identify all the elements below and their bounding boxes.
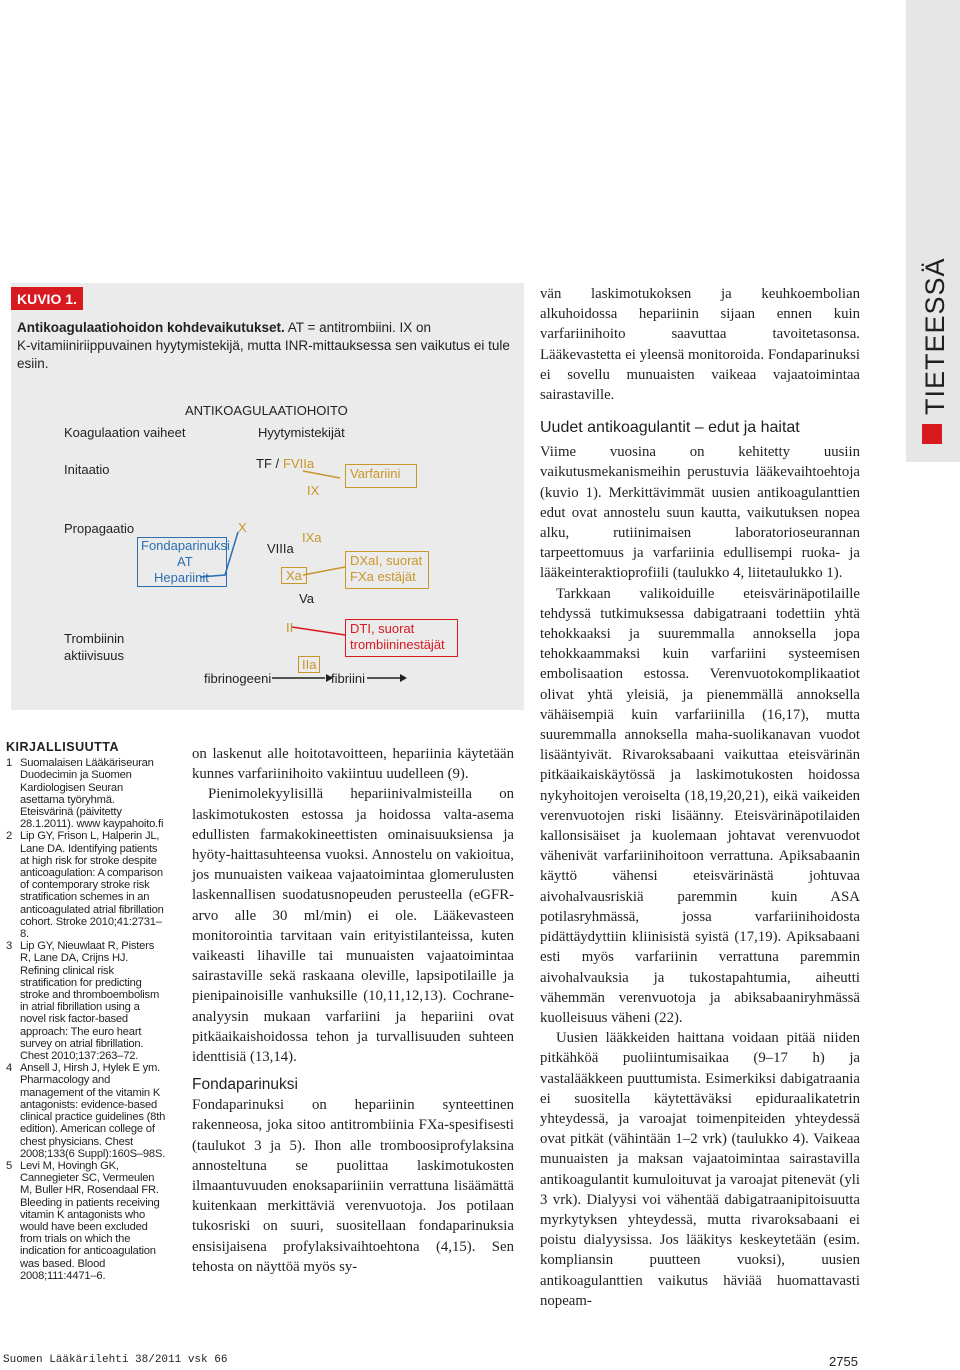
arrow-fibriini-head — [400, 674, 407, 682]
section-tab-label: TIETEESSÄ — [920, 257, 950, 415]
middle-column — [192, 744, 514, 1277]
factor-fviia: FVIIa — [283, 456, 315, 471]
drug-at: AT — [177, 554, 193, 569]
footer-journal: Suomen Lääkärilehti 38/2011 vsk 66 — [3, 1354, 228, 1366]
drug-varfariini: Varfariini — [345, 464, 417, 488]
phase-trombiini-1: Trombiinin — [64, 631, 125, 646]
mid-paragraph-3: Fondaparinuksi on hepariinin synteettinen rakenneosa, joka sitoo antitrombiinia FXa-spesifisesti (taulukot 3 ja 5). Ihon alle tromboosiprofylaksina annosteltuna se puolittaa laskimotukosten ilmaantuvuuden enoksapariiniin verrattuna lisäämättä kuitenkaan merkittäviä verenvuotoja. Jos potilaan tukosriski on suuri, suositellaan fondaparinuksia ensisijaisena profylaksivaihtoehtona (4,15). Sen tehosta on näyttöä myös sy- — [192, 1097, 514, 1275]
diagram-header-vaiheet: Koagulaation vaiheet — [64, 425, 186, 440]
factor-ix: IX — [307, 483, 320, 498]
factor-fibriini: fibriini — [331, 671, 365, 686]
factor-tf: TF / — [256, 456, 280, 471]
drug-dti-2: trombiininestäjät — [350, 637, 445, 652]
figure-caption-bold: Antikoagulaatiohoidon kohdevaikutukset. — [17, 320, 285, 335]
right-paragraph-4: Uusien lääkkeiden haittana voidaan pitää niiden pitkähköä puoliintumisaikaa (9–17 h) ja vastalääkkeen puuttumista. Esimerkiksi dabigatraania ei suositella käytettäväksi epiduraalikatetrin yhteydessä, ja varoajat toimenpiteiden yhteydessä ovat pitkät (vähintään 1–2 vrk) (taulukko 4). Vaikeaa munuaisten ja maksan vajaatoimintaa sairastavilla antikoagulantit kumuloituvat ja varoajat pitenevät (yli 3 vrk). Dialyysi voi vähentää dabigatraanipitoisuutta myrkytyksen yhteydessä, mutta rivaroksabaani ei poistu dialyysissa. Jos lääkitys keskeytetään (esim. kompliansin puutteen vuoksi), uusien antikoagulanttien vaikutus häviää huomattavasti nopeam- — [540, 1030, 860, 1309]
factor-iia: IIa — [298, 656, 320, 673]
factor-va: Va — [299, 591, 314, 606]
right-heading: Uudet antikoagulantit – edut ja haitat — [540, 419, 800, 437]
factor-fibrinogeeni: fibrinogeeni — [204, 671, 272, 686]
factor-ii: II — [286, 620, 294, 635]
factor-xa: Xa — [281, 567, 307, 584]
right-column — [540, 284, 860, 1311]
figure-caption-rest: AT = antitrombiini. IX on — [284, 320, 431, 335]
connector-dti — [292, 627, 345, 635]
reference-item: 3 Lip GY, Nieuwlaat R, Pisters R, Lane DA, Crijns HJ. Refining clinical risk stratification for predicting stroke and thromboembolism in atrial fibrillation using a novel risk factor-based approach: The euro heart survey on atrial fibrillation. Chest 2010;137:263–72. — [6, 940, 160, 1063]
reference-item: 1 Suomalaisen Lääkäriseuran Duodecimin ja Suomen Kardiologisen Seuran asettama työryhmä. Eteisvärinä (päivitetty 28.1.2011). www kaypahoito.fi — [6, 757, 164, 831]
drug-dxai-2: FXa estäjät — [350, 569, 416, 584]
drug-dti-box — [345, 619, 458, 657]
drug-dti-1: DTI, suorat — [350, 621, 415, 636]
phase-initiaatio: Initaatio — [64, 462, 110, 477]
drug-dxai-1: DXaI, suorat — [350, 553, 423, 568]
reference-item: 2 Lip GY, Frison L, Halperin JL, Lane DA. Identifying patients at high risk for stroke despite anticoagulation: A comparison of contemporary stroke risk stratification schemes in an anticoagulated atrial fibrillation cohort. Stroke 2010;41:2731–8. — [6, 830, 164, 941]
phase-trombiini-2: aktiivisuus — [64, 648, 124, 663]
figure-tag: KUVIO 1. — [11, 287, 83, 310]
phase-propagaatio: Propagaatio — [64, 521, 135, 536]
drug-dxai-box — [345, 551, 429, 589]
connector-varfariini — [303, 471, 340, 478]
figure-caption-line2: K-vitamiiniriippuvainen hyytymistekijä, mutta INR-mittauksessa sen vaikutus ei tule esiin. — [17, 338, 510, 371]
factor-ixa: IXa — [302, 530, 322, 545]
diagram-header-antikoag: ANTIKOAGULAATIOHOITO — [185, 403, 348, 418]
mid-paragraph-1: on laskenut alle hoitotavoitteen, hepariinia käytetään kunnes varfariinihoito vakiintuu uudelleen (9). — [192, 746, 514, 783]
factor-x: X — [238, 520, 247, 535]
footer-page-number: 2755 — [829, 1354, 858, 1369]
references-heading: KIRJALLISUUTTA — [6, 740, 120, 754]
diagram-header-tekijat: Hyytymistekijät — [258, 425, 345, 440]
connector-dxai — [303, 567, 345, 575]
reference-item: 4 Ansell J, Hirsh J, Hylek E ym. Pharmacology and management of the vitamin K antagonists: evidence-based clinical practice guidelines (8th edition). American college of chest physicians. Chest 2008;133(6 Suppl):160S–98S. — [6, 1062, 166, 1160]
drug-fondaparinuksi: Fondaparinuksi — [141, 538, 230, 553]
references — [6, 741, 166, 1282]
factor-viiia: VIIIa — [267, 541, 294, 556]
right-paragraph-1: vän laskimotukoksen ja keuhkoembolian alkuhoidossa hepariinin sijaan ennen kuin varfariinihoito saavuttaa tavoitetasonsa. Lääkevastetta ei yleensä monitoroida. Fondaparinuksi ei sovellu munuaisten vaikeaa vajaatoimintaa sairastaville. — [540, 286, 860, 404]
right-paragraph-3: Tarkkaan valikoiduille eteisvärinäpotilaille tehdyssä tutkimuksessa dabigatraani todettiin yhtä tehokkaaksi ja suuremmalla annoksella jopa tehokkaammaksi kuin varfariini systeemisen embolisaation estossa. Verenvuotokomplikaatiot olivat yhtä yleisiä, ja pienemmällä annoksella vähäisempiä kuin varfariinilla (16,17), mutta suuremmalla annoksella maha-suolikanavan vuodot lisääntyivät. Rivaroksabaani vaikuttaa eteisvärinän pitkäaikaiskäytössä ja laskimotukosten hoidossa nykyhoitojen veroiselta (18,19,20,21), eikä vaikeiden verenvuotojen riski lisäänny. Eteisvärinäpotilaiden kallonsisäiset ja kuolemaan johtavat verenvuodot vähenivät varfariinihoitoon verrattuna. Apiksabaanin käyttö vähensi eteisvärinästä johtuvaa aivohalvausriskiä paremmin kuin ASA potilasryhmässä, jossa varfariinihoidosta pidättäydyttiin kliinisistä syistä (17,19). Apiksabaani esti myös varfariinin verrattuna paremmin aivohalvauksia ja tukostapahtumia, aiheutti vähemmän verenvuotoja ja abiksabaaniryhmässä kuolleisuus väheni (22). — [540, 585, 860, 1026]
mid-heading: Fondaparinuksi — [192, 1076, 298, 1094]
right-paragraph-2: Viime vuosina on kehitetty uusiin vaikutusmekanismeihin perustuvia lääkevaihtoehtoja (kuvio 1). Merkittävimmät uusien antikoagulanttien edut ovat annostelu suun kautta, vaikutuksen nopea alku, rutiinimaisen laboratorioseurannan tarpeettomuus ja varfariinia edullisempi ruoka- ja lääkeinteraktioprofiili (taulukko 4, liitetaulukko 1). — [540, 444, 860, 582]
drug-hepariinit: Hepariinit — [154, 570, 209, 585]
reference-item: 5 Levi M, Hovingh GK, Cannegieter SC, Vermeulen M, Buller HR, Rosendaal FR. Bleeding in patients receiving vitamin K antagonists who would have been excluded from trials on which the indication for anticoagulation was based. Blood 2008;111:4471–6. — [6, 1159, 160, 1282]
mid-paragraph-2: Pienimolekyylisillä hepariinivalmisteilla on laskimotukosten estossa ja hoidossa valta-asema edullisten farmakokineettisten ominaisuuksiensa ja hyöty-haittasuhteensa vuoksi. Annostelu on vakioitua, jos munuaisten vaikeaa vajaatoimintaa glomerulusten laskennallisen suodatusnopeuden perusteella (eGFR-arvo alle 30 ml/min) ei ole. Lääkevasteen monitorointia tarvitaan vain erityistilanteissa, kuten vaikeasti lihaville tai munuaisten vajaatoimintaa sairastaville sekä raskaana oleville, lapsipotilaille ja pienipainoisille vanhuksille (10,11,12,13). Cochrane-analyysin mukaan varfariini ja hepariini ovat pitkäaikaishoidossa tehon ja turvallisuuden suhteen identtisiä (13,14). — [192, 786, 514, 1066]
